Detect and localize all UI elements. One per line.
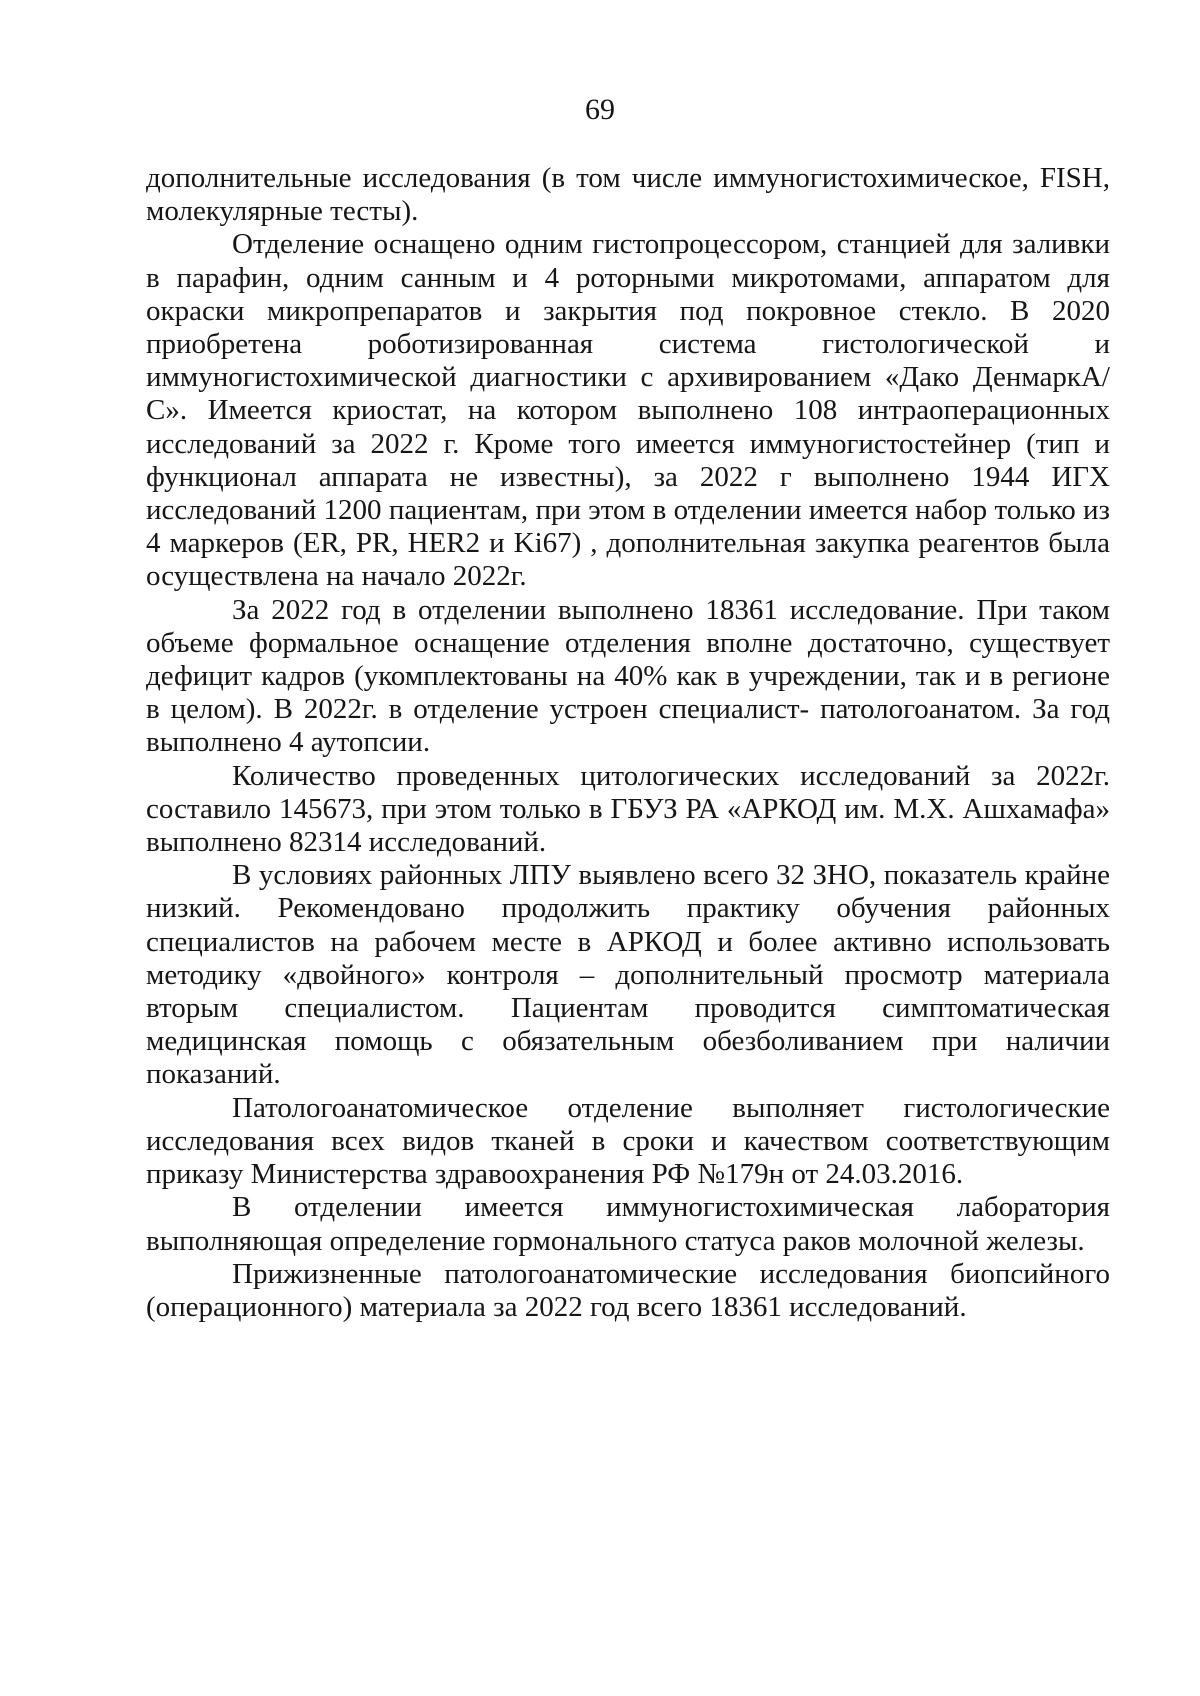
paragraph-cytology: Количество проведенных цитологических исследований за 2022г. составило 145673, при этом только в ГБУЗ РА «АРКОД им. М.Х. Ашхамафа» выполнено 82314 исследований. bbox=[146, 759, 1110, 859]
paragraph-biopsy-totals: Прижизненные патологоанатомические исследования биопсийного (операционного) материала за 2022 год всего 18361 исследований. bbox=[146, 1257, 1110, 1323]
document-body bbox=[146, 162, 1110, 1324]
paragraph-histology: Патологоанатомическое отделение выполняет гистологические исследования всех видов тканей в сроки и качеством соответствующим приказу Министерства здравоохранения РФ №179н от 24.03.2016. bbox=[146, 1091, 1110, 1191]
paragraph-ihc-lab: В отделении имеется иммуногистохимическая лаборатория выполняющая определение гормонального статуса раков молочной железы. bbox=[146, 1191, 1110, 1257]
paragraph-continuation: дополнительные исследования (в том числе иммуногистохимическое, FISH, молекулярные тесты). bbox=[146, 162, 1110, 228]
paragraph-staffing: За 2022 год в отделении выполнено 18361 исследование. При таком объеме формальное оснащение отделения вполне достаточно, существует дефицит кадров (укомплектованы на 40% как в учреждении, так и в регионе в целом). В 2022г. в отделение устроен специалист- патологоанатом. За год выполнено 4 аутопсии. bbox=[146, 593, 1110, 759]
page-number: 69 bbox=[585, 93, 615, 126]
paragraph-district-clinics: В условиях районных ЛПУ выявлено всего 32 ЗНО, показатель крайне низкий. Рекомендовано продолжить практику обучения районных специалистов на рабочем месте в АРКОД и более активно использовать методику «двойного» контроля – дополнительный просмотр материала вторым специалистом. Пациентам проводится симптоматическая медицинская помощь с обязательным обезболиванием при наличии показаний. bbox=[146, 859, 1110, 1091]
paragraph-equipment: Отделение оснащено одним гистопроцессором, станцией для заливки в парафин, одним санным и 4 роторными микротомами, аппаратом для окраски микропрепаратов и закрытия под покровное стекло. В 2020 приобретена роботизированная система гистологической и иммуногистохимической диагностики с архивированием «Дако ДенмаркА/С». Имеется криостат, на котором выполнено 108 интраоперационных исследований за 2022 г. Кроме того имеется иммуногистостейнер (тип и функционал аппарата не известны), за 2022 г выполнено 1944 ИГХ исследований 1200 пациентам, при этом в отделении имеется набор только из 4 маркеров (ER, PR, HER2 и Ki67) , дополнительная закупка реагентов была осуществлена на начало 2022г. bbox=[146, 228, 1110, 593]
